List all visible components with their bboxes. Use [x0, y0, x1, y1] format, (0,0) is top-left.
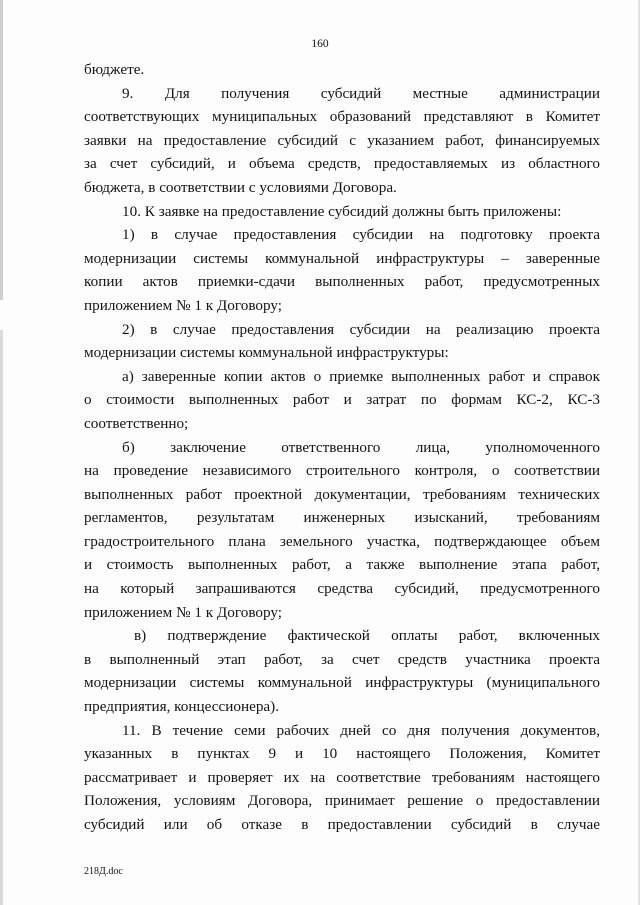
- text-line: соответствующих муниципальных образований представляют в Комитет: [84, 108, 600, 126]
- text-line: 9. Для получения субсидий местные администрации: [122, 84, 600, 102]
- text-line: указанных в пунктах 9 и 10 настоящего Положения, Комитет: [84, 745, 600, 763]
- text-line: Положения, условиям Договора, принимает решение о предоставлении: [84, 792, 600, 810]
- text-line: в) подтверждение фактической оплаты работ, включенных: [134, 627, 600, 645]
- body-text: [84, 58, 600, 837]
- text-line: предприятия, концессионера).: [84, 698, 280, 716]
- text-line: о стоимости выполненных работ и затрат по формам КС-2, КС-3: [84, 391, 600, 409]
- text-line: градостроительного плана земельного участка, подтверждающее объем: [84, 532, 600, 550]
- text-line: рассматривает и проверяет их на соответствие требованиям настоящего: [84, 768, 600, 786]
- text-line: в выполненный этап работ, за счет средств участника проекта: [84, 650, 600, 668]
- text-line: 1) в случае предоставления субсидии на подготовку проекта: [122, 226, 600, 244]
- text-line: и стоимость выполненных работ, а также выполнение этапа работ,: [84, 556, 600, 574]
- text-line: копии актов приемки-сдачи выполненных работ, предусмотренных: [84, 273, 600, 291]
- text-line: 2) в случае предоставления субсидии на реализацию проекта: [122, 320, 600, 338]
- text-line: 10. К заявке на предоставление субсидий должны быть приложены:: [122, 202, 562, 220]
- text-line: бюджете.: [84, 61, 145, 78]
- text-line: за счет субсидий, и объема средств, предоставляемых из областного: [84, 155, 600, 173]
- text-line: а) заверенные копии актов о приемке выполненных работ и справок: [122, 367, 600, 385]
- text-line: регламентов, результатам инженерных изысканий, требованиям: [84, 509, 600, 527]
- text-line: приложением № 1 к Договору;: [84, 603, 282, 621]
- text-line: модернизации системы коммунальной инфраструктуры – заверенные: [84, 249, 600, 267]
- footer-filename: 218Д.doc: [84, 866, 123, 877]
- text-line: 11. В течение семи рабочих дней со дня получения документов,: [122, 721, 600, 739]
- text-line: б) заключение ответственного лица, уполномоченного: [122, 438, 600, 456]
- scan-edge-left-bottom: [0, 330, 3, 905]
- text-line: соответственно;: [84, 414, 189, 432]
- text-line: модернизации системы коммунальной инфраструктуры (муниципального: [84, 674, 600, 692]
- text-line: субсидий или об отказе в предоставлении субсидий в случае: [84, 816, 600, 833]
- text-line: выполненных работ проектной документации, требованиям технических: [84, 485, 600, 503]
- text-line: на проведение независимого строительного контроля, о соответствии: [84, 462, 600, 480]
- text-line: бюджета, в соответствии с условиями Договора.: [84, 178, 397, 196]
- text-line: на который запрашиваются средства субсидий, предусмотренного: [84, 580, 600, 598]
- page-number: 160: [311, 38, 329, 50]
- text-line: модернизации системы коммунальной инфраструктуры:: [84, 344, 449, 362]
- text-line: заявки на предоставление субсидий с указанием работ, финансируемых: [84, 131, 600, 149]
- text-line: приложением № 1 к Договору;: [84, 296, 282, 314]
